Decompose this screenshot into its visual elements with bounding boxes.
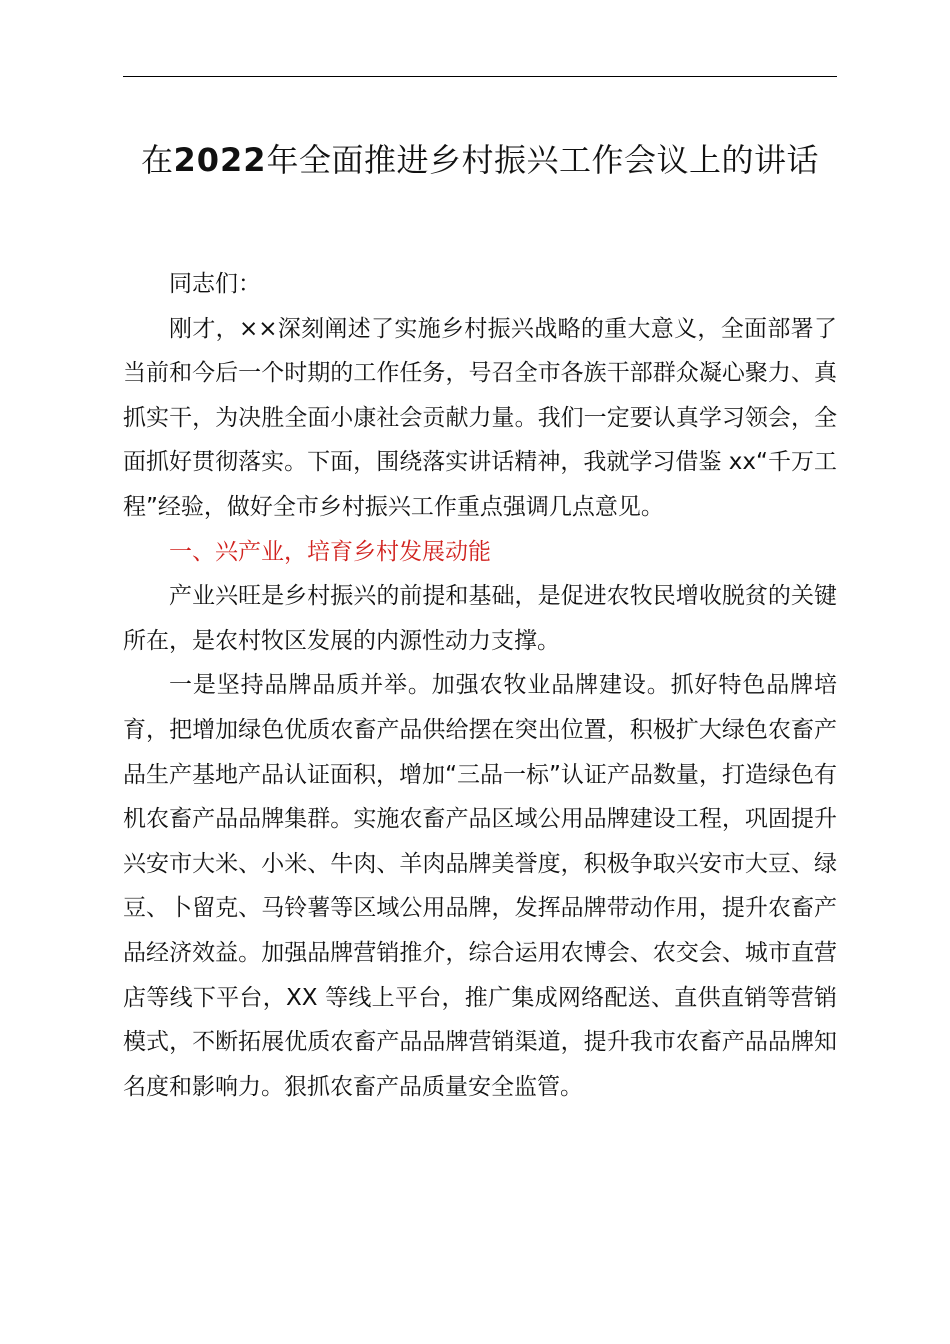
opening-paragraph: 刚才，××深刻阐述了实施乡村振兴战略的重大意义，全面部署了当前和今后一个时期的工作任务，号召全市各族干部群众凝心聚力、真抓实干，为决胜全面小康社会贡献力量。我们一定要认真学习领会，全面抓好贯彻落实。下面，围绕落实讲话精神，我就学习借鉴 xx“千万工程”经验，做好全市乡村振兴工作重点强调几点意见。 bbox=[123, 315, 837, 520]
title-prefix: 在 bbox=[140, 141, 174, 179]
title-year: 2022 bbox=[173, 141, 267, 179]
body-paragraph: 一是坚持品牌品质并举。加强农牧业品牌建设。抓好特色品牌培育，把增加绿色优质农畜产品供给摆在突出位置，积极扩大绿色农畜产品生产基地产品认证面积，增加“三品一标”认证产品数量，打造绿色有机农畜产品品牌集群。实施农畜产品区域公用品牌建设工程，巩固提升兴安市大米、小米、牛肉、羊肉品牌美誉度，积极争取兴安市大豆、绿豆、卜留克、马铃薯等区域公用品牌，发挥品牌带动作用，提升农畜产品经济效益。加强品牌营销推介，综合运用农博会、农交会、城市直营店等线下平台，XX 等线上平台，推广集成网络配送、直供直销等营销模式，不断拓展优质农畜产品品牌营销渠道，提升我市农畜产品品牌知名度和影响力。狠抓农畜产品质量安全监管。 bbox=[123, 672, 837, 1100]
salutation: 同志们： bbox=[169, 271, 261, 297]
section-heading: 一、兴产业，培育乡村发展动能 bbox=[169, 538, 491, 565]
document-title bbox=[110, 136, 850, 185]
body-paragraph: 产业兴旺是乡村振兴的前提和基础，是促进农牧民增收脱贫的关键所在，是农村牧区发展的内源性动力支撑。 bbox=[123, 583, 837, 654]
title-suffix: 年全面推进乡村振兴工作会议上的讲话 bbox=[266, 141, 820, 179]
header-rule bbox=[123, 76, 837, 77]
document-body bbox=[123, 262, 837, 1109]
